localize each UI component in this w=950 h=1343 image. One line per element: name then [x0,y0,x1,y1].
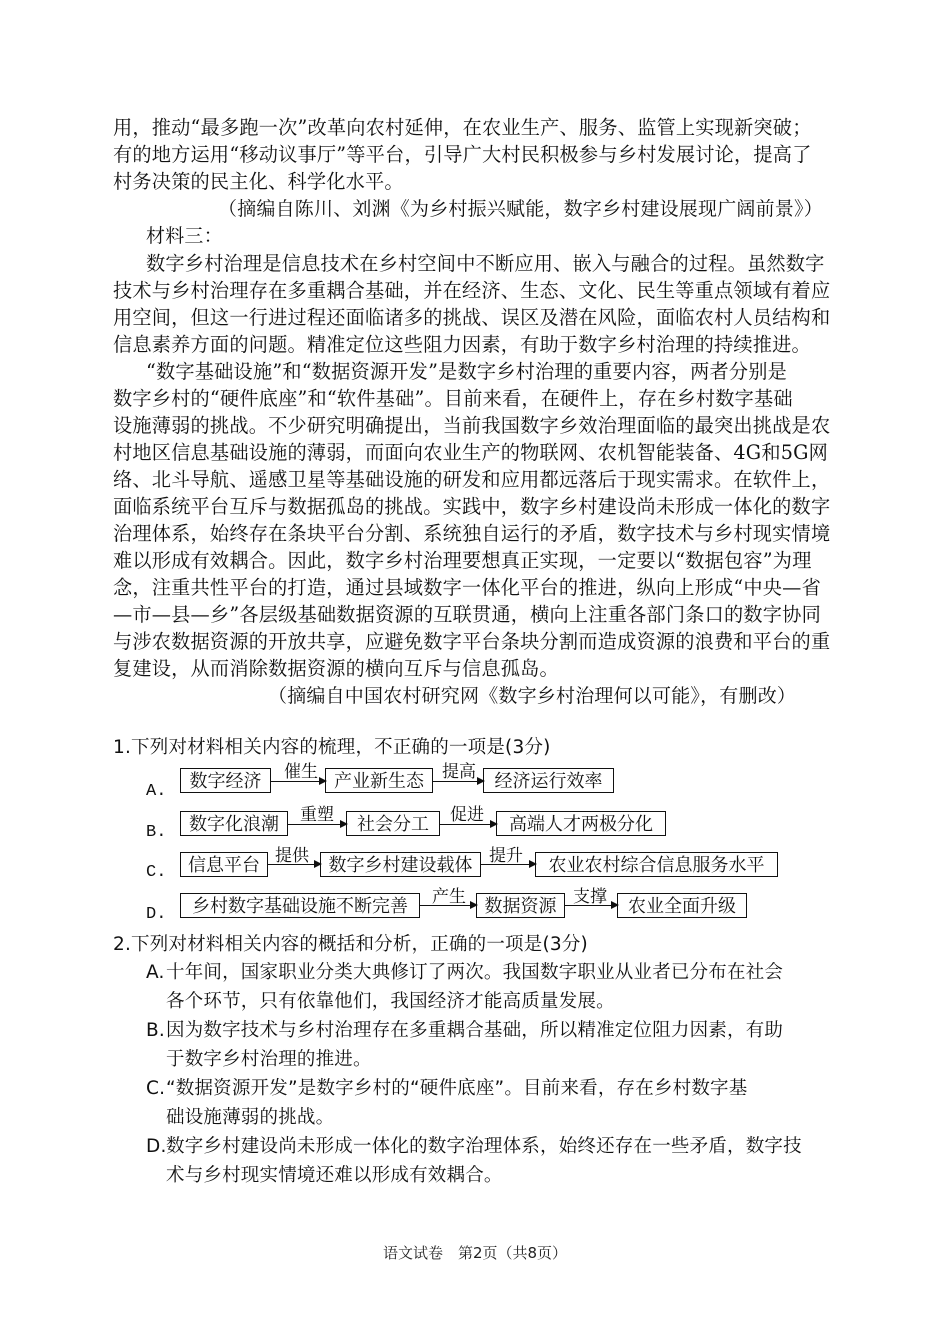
flow-node: 数字乡村建设载体 [320,852,481,877]
source-citation: （摘编自陈川、刘渊《为乡村振兴赋能，数字乡村建设展现广阔前景》） [218,198,823,220]
flow-edge-label: 提升 [489,846,523,866]
option-label: B. [146,823,167,842]
flow-node: 产业新生态 [325,768,433,793]
paragraph-line: 信息素养方面的问题。精准定位这些阻力因素，有助于数字乡村治理的持续推进。 [113,333,811,356]
paragraph-line: 设施薄弱的挑战。不少研究明确提出，当前我国数字乡效治理面临的最突出挑战是农 [113,414,831,437]
page-footer: 语文试卷 第2页（共8页） [382,1244,568,1262]
paragraph-line: 念，注重共性平台的打造，通过县域数字一体化平台的推进，纵向上形成“中央—省 [113,576,821,599]
arrow-right-icon [565,905,617,906]
flow-node: 数据资源 [476,893,565,918]
paragraph-line: 村地区信息基础设施的薄弱，而面向农业生产的物联网、农机智能装备、4G和5G网 [113,441,829,464]
paragraph-line: 治理体系，始终存在条块平台分割、系统独自运行的矛盾，数字技术与乡村现实情境 [113,522,831,545]
flow-edge-label: 支撑 [573,887,607,907]
flow-node: 农业农村综合信息服务水平 [535,852,778,877]
arrow-right-icon [440,824,496,825]
paragraph-line: 络、北斗导航、遥感卫星等基础设施的研发和应用都远落后于现实需求。在软件上， [113,468,831,491]
paragraph-line: 难以形成有效耦合。因此，数字乡村治理要想真正实现，一定要以“数据包容”为理 [113,549,812,572]
flow-node: 信息平台 [180,852,268,877]
arrow-right-icon [433,781,483,782]
option-label: A. [146,782,167,801]
source-citation: （摘编自中国农村研究网《数字乡村治理何以可能》，有删改） [268,685,797,707]
flow-node: 数字化浪潮 [180,811,288,836]
option-text: “数据资源开发”是数字乡村的“硬件底座”。目前来看，存在乡村数字基 [166,1078,748,1099]
paragraph-line: 复建设，从而消除数据资源的横向互斥与信息孤岛。 [113,657,559,680]
paragraph-line: 有的地方运用“移动议事厅”等平台，引导广大村民积极参与乡村发展讨论，提高了 [113,143,812,166]
option-text: 础设施薄弱的挑战。 [166,1107,335,1128]
flow-edge-label: 重塑 [300,805,334,825]
flow-edge-label: 促进 [450,805,484,825]
flow-node: 乡村数字基础设施不断完善 [180,893,420,918]
paragraph-line: 用，推动“最多跑一次”改革向农村延伸，在农业生产、服务、监管上实现新突破； [113,116,812,139]
option-text: 十年间，国家职业分类大典修订了两次。我国数字职业从业者已分布在社会 [166,962,784,983]
question-stem: 1.下列对材料相关内容的梳理，不正确的一项是(3分) [113,737,551,758]
flow-node: 数字经济 [180,768,271,793]
arrow-right-icon [420,905,476,906]
flow-edge-label: 产生 [432,887,466,907]
option-label: B. [146,1020,165,1041]
paragraph-line: 用空间，但这一行进过程还面临诸多的挑战、误区及潜在风险，面临农村人员结构和 [113,306,831,329]
paragraph-line: 数字乡村的“硬件底座”和“软件基础”。目前来看，在硬件上，存在乡村数字基础 [113,387,793,410]
flow-edge-label: 催生 [284,762,318,782]
option-text: 于数字乡村治理的推进。 [166,1049,372,1070]
paragraph-line: 数字乡村治理是信息技术在乡村空间中不断应用、嵌入与融合的过程。虽然数字 [146,252,825,275]
option-text: 数字乡村建设尚未形成一体化的数字治理体系，始终还存在一些矛盾，数字技 [166,1136,802,1157]
option-label: D. [146,1136,167,1157]
paragraph-line: 与涉农数据资源的开放共享，应避免数字平台条块分割而造成资源的浪费和平台的重 [113,630,831,653]
flow-edge-label: 提高 [442,762,476,782]
paragraph-line: 技术与乡村治理存在多重耦合基础，并在经济、生态、文化、民生等重点领域有着应 [113,279,831,302]
option-text: 术与乡村现实情境还难以形成有效耦合。 [166,1165,503,1186]
paragraph-line: “数字基础设施”和“数据资源开发”是数字乡村治理的重要内容，两者分别是 [146,360,788,383]
arrow-right-icon [271,781,325,782]
arrow-right-icon [288,824,346,825]
option-text: 各个环节，只有依靠他们，我国经济才能高质量发展。 [166,991,615,1012]
option-label: D. [146,905,167,924]
question-stem: 2.下列对材料相关内容的概括和分析，正确的一项是(3分) [113,934,588,955]
option-text: 因为数字技术与乡村治理存在多重耦合基础，所以精准定位阻力因素，有助 [166,1020,784,1041]
option-label: A. [146,962,165,983]
paragraph-line: 面临系统平台互斥与数据孤岛的挑战。实践中，数字乡村建设尚未形成一体化的数字 [113,495,831,518]
section-heading: 材料三： [146,225,223,247]
paragraph-line: 村务决策的民主化、科学化水平。 [113,170,404,193]
option-label: C. [146,863,167,882]
flow-node: 高端人才两极分化 [496,811,666,836]
flow-edge-label: 提供 [275,846,309,866]
arrow-right-icon [268,864,320,865]
paragraph-line: —市—县—乡”各层级基础数据资源的互联贯通，横向上注重各部门条口的数字协同 [113,603,821,626]
option-label: C. [146,1078,166,1099]
flow-node: 农业全面升级 [617,893,747,918]
flow-node: 经济运行效率 [483,768,614,793]
arrow-right-icon [481,864,535,865]
flow-node: 社会分工 [346,811,440,836]
